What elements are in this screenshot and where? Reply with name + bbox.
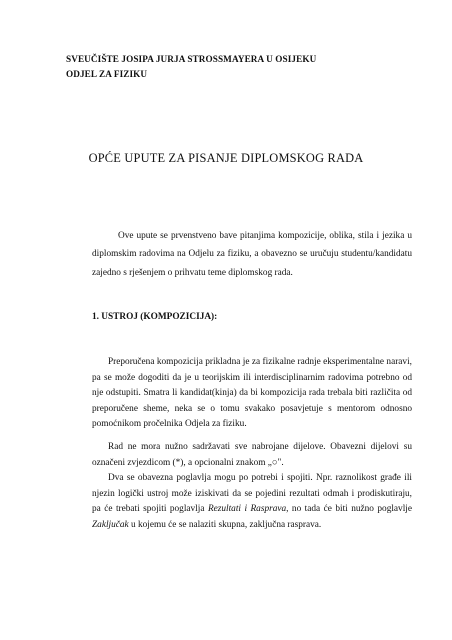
chapter-name: Rezultati i Rasprava: [207, 504, 287, 515]
section-heading: 1. USTROJ (KOMPOZICIJA):: [92, 312, 218, 322]
university-name: SVEUČIŠTE JOSIPA JURJA STROSSMAYERA U OSIJEKU: [66, 54, 317, 64]
institution-header: [66, 52, 316, 82]
section-paragraph-3: [92, 471, 412, 533]
section-paragraph-1: Preporučena kompozicija prikladna je za fizikalne radnje eksperimentalne naravi, pa se može dogoditi da je u teorijskim ili interdisciplinarnim radovima potrebno od nje odstupiti. Smatra li kandidat(kinja) da bi kompozicija rada trebala biti različita od preporučene sheme, neka se o tomu svakako posavjetuje s mentorom odnosno pomoćnikom pročelnika Odjela za fiziku.: [92, 357, 412, 430]
section-paragraph-2: Rad ne mora nužno sadržavati sve nabrojane dijelove. Obavezni dijelovi su označeni zvjezdicom (*), a opcionalni znakom „○".: [92, 441, 412, 468]
department-name: ODJEL ZA FIZIKU: [66, 69, 148, 79]
intro-paragraph: Ove upute se prvenstveno bave pitanjima kompozicije, oblika, stila i jezika u diplomskim radovima na Odjelu za fiziku, a obavezno se uručuju studentu/kandidatu zajedno s rješenjem o prihvatu teme diplomskog rada.: [92, 231, 412, 278]
paragraph-text: u kojemu će se nalaziti skupna, zaključna rasprava.: [128, 519, 322, 530]
chapter-name: Zaključak: [92, 519, 129, 530]
section-body: [92, 355, 412, 534]
paragraph-text: Dva se obavezna poglavlja mogu po potrebi i spojiti. Npr. raznolikost građe ili njezin logički ustroj može iziskivati da se pojedini rezultati odmah i prodiskutiraju, pa će trebati spojiti poglavlja: [92, 473, 412, 515]
document-title: OPĆE UPUTE ZA PISANJE DIPLOMSKOG RADA: [88, 151, 364, 165]
paragraph-text: , no tada će biti nužno poglavlje: [286, 504, 412, 515]
